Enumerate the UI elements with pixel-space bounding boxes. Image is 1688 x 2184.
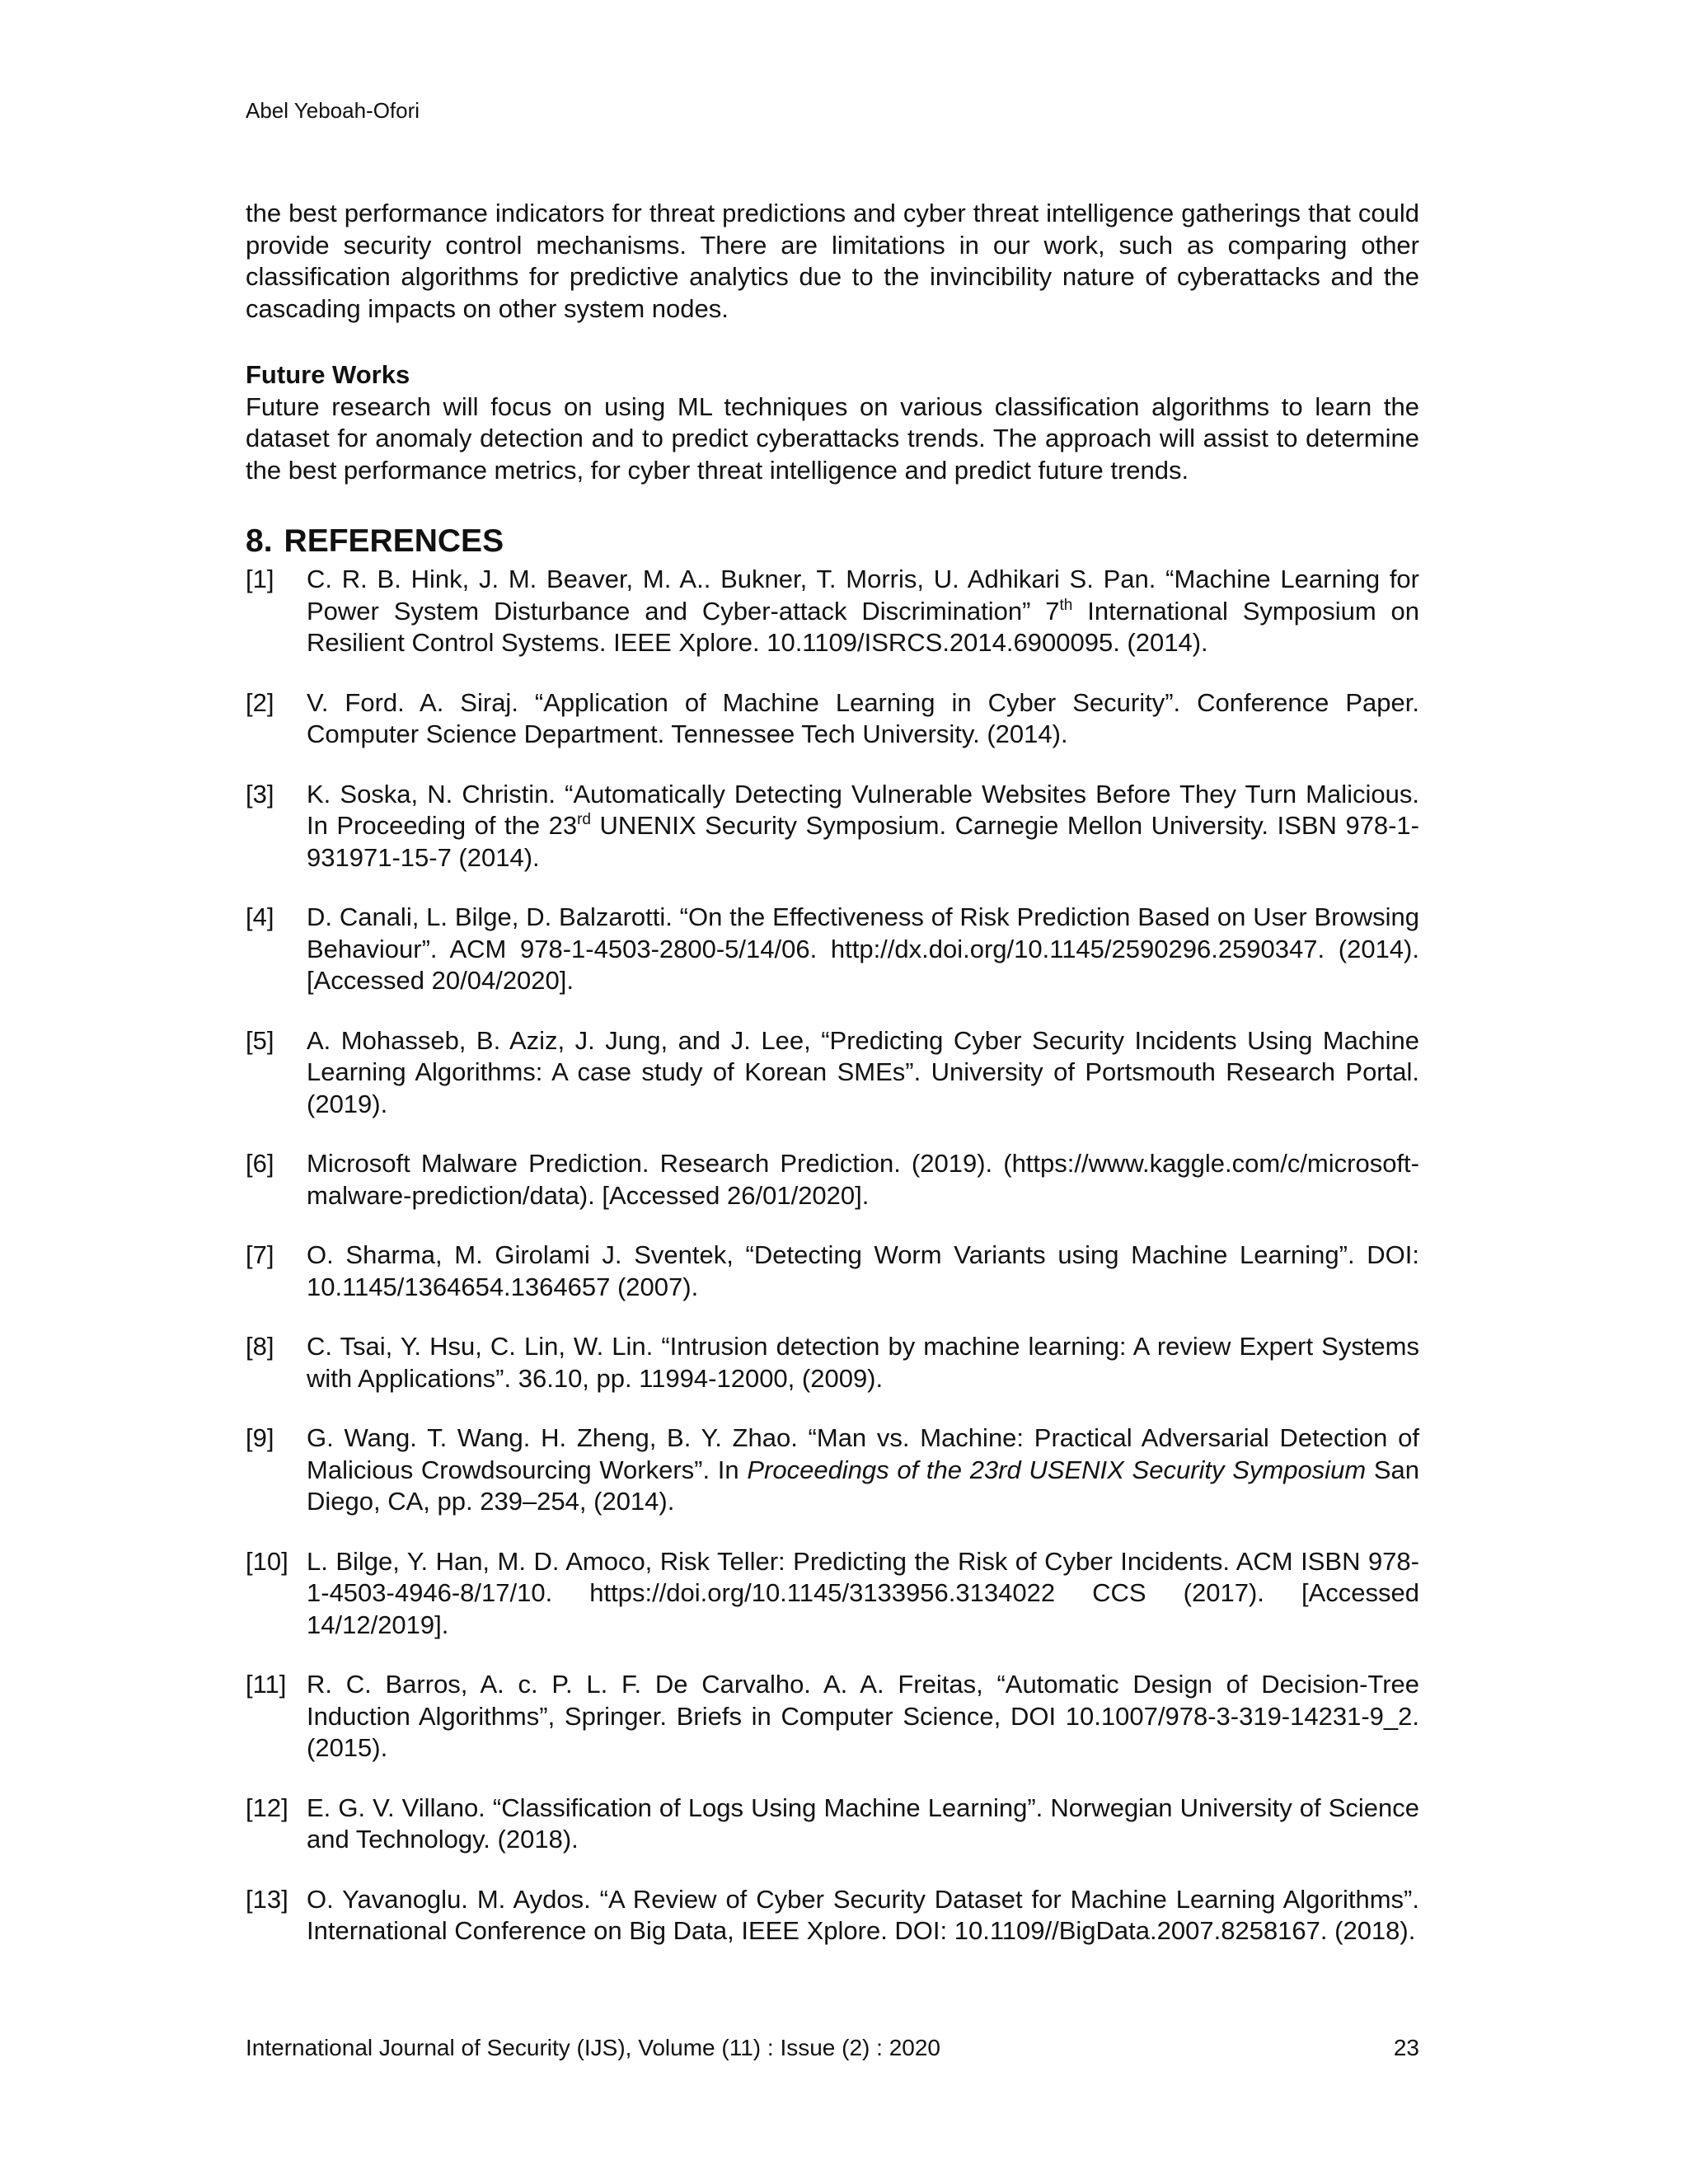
reference-item-13 [246,1884,1419,1947]
reference-text-part: G. Wang. T. Wang. H. Zheng, B. Y. Zhao. “Man vs. Machine: Practical Adversarial Detection of Malicious Crowdsourcing Workers”. In [307,1423,1419,1484]
page-number: 23 [1393,2035,1419,2060]
reference-number: [12] [246,1793,288,1822]
reference-text: Microsoft Malware Prediction. Research Prediction. (2019). (https://www.kaggle.com/c/microsoft-malware-prediction/data). [Accessed 26/01/2020]. [307,1149,1419,1210]
ordinal-superscript: rd [577,811,591,828]
reference-text-part: San Diego, CA, pp. 239–254, (2014). [307,1455,1419,1516]
reference-text-part: C. R. B. Hink, J. M. Beaver, M. A.. Bukner, T. Morris, U. Adhikari S. Pan. “Machine Learning for Power System Disturbance and Cyber-attack Discrimination” 7 [307,565,1419,626]
section-number: 8. [246,523,273,559]
reference-item-6 [246,1148,1419,1212]
reference-text: E. G. V. Villano. “Classification of Logs Using Machine Learning”. Norwegian University of Science and Technology. (2018). [307,1793,1419,1854]
running-head-author: Abel Yeboah-Ofori [246,98,420,123]
reference-text [307,564,1419,659]
reference-item-4 [246,902,1419,997]
reference-text: D. Canali, L. Bilge, D. Balzarotti. “On the Effectiveness of Risk Prediction Based on User Browsing Behaviour”. ACM 978-1-4503-2800-5/14/06. http://dx.doi.org/10.1145/2590296.2590347. (2014). [Accessed 20/04/2020]. [307,902,1419,995]
references-heading [246,523,1419,560]
reference-number: [9] [246,1423,274,1452]
reference-number: [1] [246,565,274,593]
reference-text: O. Sharma, M. Girolami J. Sventek, “Detecting Worm Variants using Machine Learning”. DOI: 10.1145/1364654.1364657 (2007). [307,1240,1419,1301]
reference-item-9 [246,1422,1419,1518]
reference-number: [13] [246,1884,288,1914]
page-content [246,198,1419,1975]
future-works-paragraph: Future research will focus on using ML techniques on various classification algorithms to learn the dataset for anomaly detection and to predict cyberattacks trends. The approach will assist to determine the best performance metrics, for cyber threat intelligence and predict future trends. [246,391,1419,485]
reference-number: [2] [246,687,274,717]
reference-text-part: K. Soska, N. Christin. “Automatically Detecting Vulnerable Websites Before They Turn Malicious. In Proceeding of the 23 [307,779,1419,840]
reference-item-10 [246,1546,1419,1642]
journal-citation: International Journal of Security (IJS), Volume (11) : Issue (2) : 2020 [246,2035,940,2060]
proceedings-title: Proceedings of the 23rd USENIX Security Symposium [747,1455,1367,1484]
reference-text [307,779,1419,874]
intro-paragraph: the best performance indicators for threat predictions and cyber threat intelligence gatherings that could provide security control mechanisms. There are limitations in our work, such as comparing other classification algorithms for predictive analytics due to the invincibility nature of cyberattacks and the cascading impacts on other system nodes. [246,199,1419,323]
reference-item-8 [246,1331,1419,1394]
reference-item-2 [246,687,1419,751]
reference-text: O. Yavanoglu. M. Aydos. “A Review of Cyber Security Dataset for Machine Learning Algorithms”. International Conference on Big Data, IEEE Xplore. DOI: 10.1109//BigData.2007.8258167. (2018). [307,1884,1419,1945]
reference-number: [5] [246,1025,274,1055]
reference-item-3 [246,779,1419,874]
reference-number: [3] [246,779,274,808]
reference-text: C. Tsai, Y. Hsu, C. Lin, W. Lin. “Intrusion detection by machine learning: A review Expert Systems with Applications”. 36.10, pp. 11994-12000, (2009). [307,1332,1419,1393]
reference-text [307,1422,1419,1518]
reference-text: R. C. Barros, A. c. P. L. F. De Carvalho. A. A. Freitas, “Automatic Design of Decision-Tree Induction Algorithms”, Springer. Briefs in Computer Science, DOI 10.1007/978-3-319-14231-9_2. (2015). [307,1670,1419,1762]
reference-number: [8] [246,1332,274,1361]
reference-item-5 [246,1025,1419,1121]
reference-text: A. Mohasseb, B. Aziz, J. Jung, and J. Lee, “Predicting Cyber Security Incidents Using Machine Learning Algorithms: A case study of Korean SMEs”. University of Portsmouth Research Portal. (2019). [307,1025,1419,1118]
reference-text-part: UNENIX Security Symposium. Carnegie Mellon University. ISBN 978-1-931971-15-7 (2014). [307,811,1419,872]
reference-list [246,564,1419,1947]
reference-text: L. Bilge, Y. Han, M. D. Amoco, Risk Teller: Predicting the Risk of Cyber Incidents. ACM ISBN 978-1-4503-4946-8/17/10. https://doi.org/10.1145/3133956.3134022 CCS (2017). [Accessed 14/12/2019]. [307,1546,1419,1639]
ordinal-superscript: th [1059,596,1073,614]
reference-text: V. Ford. A. Siraj. “Application of Machine Learning in Cyber Security”. Conference Paper. Computer Science Department. Tennessee Tech University. (2014). [307,687,1419,748]
section-title: REFERENCES [284,523,504,559]
reference-item-7 [246,1240,1419,1303]
reference-item-11 [246,1669,1419,1765]
reference-number: [11] [246,1670,287,1699]
future-works-heading: Future Works [246,360,410,389]
reference-number: [6] [246,1149,274,1178]
reference-number: [10] [246,1546,288,1576]
reference-number: [4] [246,902,274,931]
reference-item-12 [246,1793,1419,1856]
reference-text-part: International Symposium on Resilient Control Systems. IEEE Xplore. 10.1109/ISRCS.2014.6900095. (2014). [307,596,1420,657]
reference-item-1 [246,564,1419,659]
reference-number: [7] [246,1240,274,1269]
